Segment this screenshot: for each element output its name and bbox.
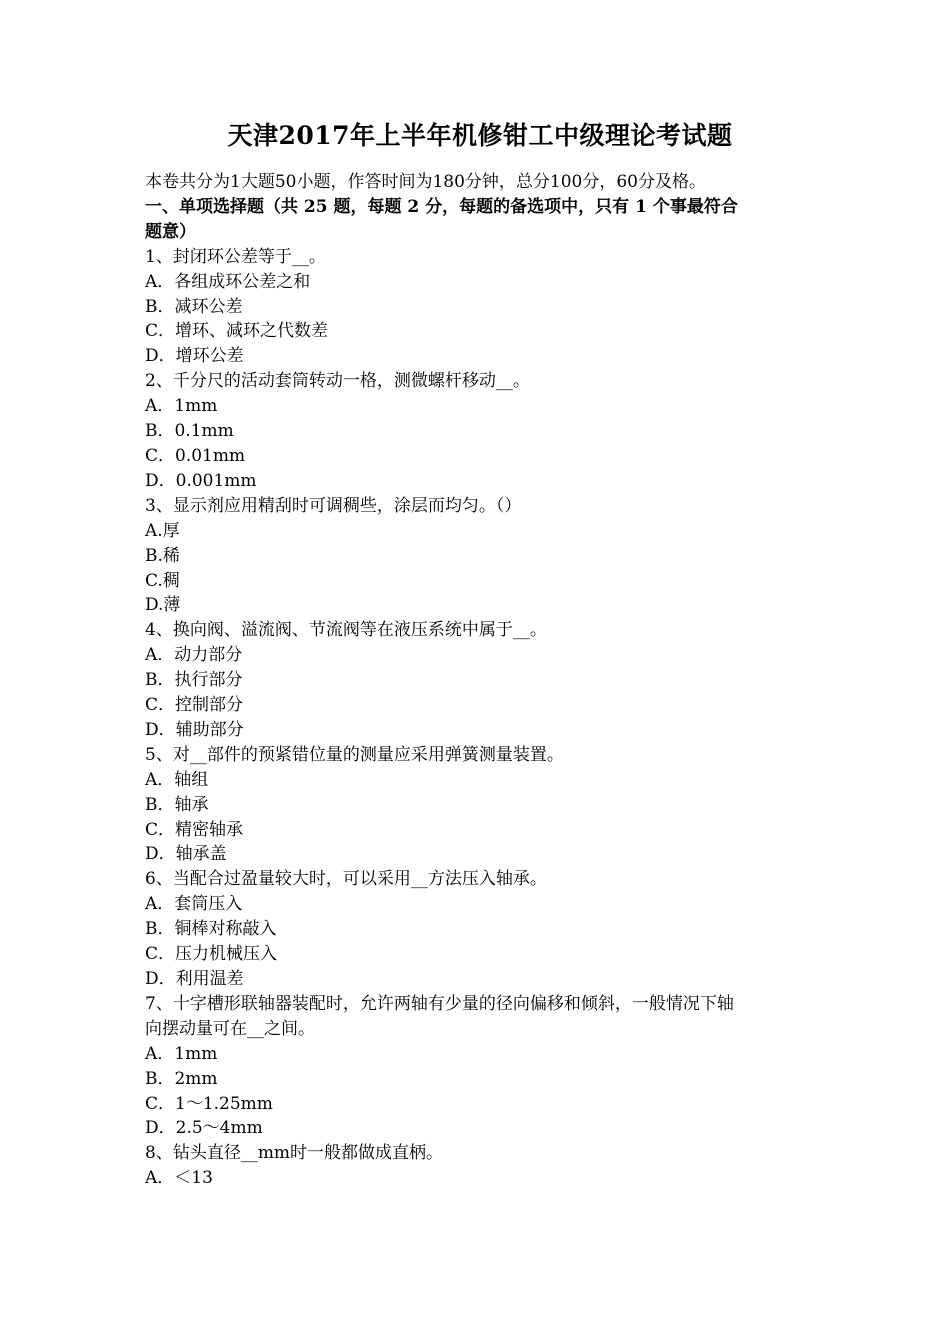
answer-option: C．1～1.25mm bbox=[145, 1093, 273, 1114]
question-block bbox=[145, 992, 815, 1141]
question-stem: 7、十字槽形联轴器装配时，允许两轴有少量的径向偏移和倾斜，一般情况下轴 bbox=[145, 993, 734, 1014]
document-page bbox=[145, 118, 815, 1191]
question-stem: 2、千分尺的活动套筒转动一格，测微螺杆移动__。 bbox=[145, 371, 530, 392]
question-stem: 4、换向阀、溢流阀、节流阀等在液压系统中属于__。 bbox=[145, 620, 547, 641]
exam-intro: 本卷共分为1大题50小题，作答时间为180分钟，总分100分，60分及格。 bbox=[145, 172, 706, 192]
question-stem: 向摆动量可在__之间。 bbox=[145, 1018, 315, 1039]
answer-option: B．轴承 bbox=[145, 794, 209, 815]
answer-option: B．0.1mm bbox=[145, 421, 234, 442]
answer-option: D．2.5～4mm bbox=[145, 1118, 263, 1139]
answer-option: B．执行部分 bbox=[145, 670, 243, 691]
page-title: 天津2017年上半年机修钳工中级理论考试题 bbox=[227, 121, 733, 150]
answer-option: D．增环公差 bbox=[145, 346, 244, 367]
question-block bbox=[145, 618, 815, 743]
question-stem: 6、当配合过盈量较大时，可以采用__方法压入轴承。 bbox=[145, 869, 547, 890]
question-stem: 5、对__部件的预紧错位量的测量应采用弹簧测量装置。 bbox=[145, 744, 564, 765]
question-block bbox=[145, 369, 815, 494]
answer-option: C．增环、减环之代数差 bbox=[145, 321, 329, 342]
question-stem: 3、显示剂应用精刮时可调稠些，涂层而均匀。（） bbox=[145, 495, 522, 516]
answer-option: A．动力部分 bbox=[145, 645, 243, 666]
answer-option: A．套筒压入 bbox=[145, 894, 243, 915]
answer-option: D．轴承盖 bbox=[145, 844, 227, 865]
question-block bbox=[145, 245, 815, 370]
section-heading-line-1: 一、单项选择题（共 25 题，每题 2 分，每题的备选项中，只有 1 个事最符合 bbox=[145, 196, 738, 217]
answer-option: D.薄 bbox=[145, 595, 181, 616]
question-block bbox=[145, 1141, 815, 1191]
answer-option: B.稀 bbox=[145, 545, 180, 566]
answer-option: B．铜棒对称敲入 bbox=[145, 919, 277, 940]
question-list bbox=[145, 245, 815, 1191]
answer-option: C．控制部分 bbox=[145, 695, 244, 716]
answer-option: A．1mm bbox=[145, 1043, 218, 1064]
answer-option: C．精密轴承 bbox=[145, 819, 244, 840]
answer-option: A.厚 bbox=[145, 520, 180, 541]
question-stem: 8、钻头直径__mm时一般都做成直柄。 bbox=[145, 1143, 444, 1164]
answer-option: D．利用温差 bbox=[145, 969, 244, 989]
answer-option: C．0.01mm bbox=[145, 445, 246, 466]
answer-option: C．压力机械压入 bbox=[145, 944, 278, 965]
answer-option: B．减环公差 bbox=[145, 296, 243, 317]
answer-option: D．辅助部分 bbox=[145, 719, 244, 740]
answer-option: A．轴组 bbox=[145, 769, 209, 790]
answer-option: A．各组成环公差之和 bbox=[145, 271, 311, 292]
question-block bbox=[145, 867, 815, 992]
answer-option: D．0.001mm bbox=[145, 470, 257, 491]
answer-option: C.稠 bbox=[145, 570, 180, 591]
answer-option: A．＜13 bbox=[145, 1168, 213, 1189]
section-heading-line-2: 题意） bbox=[145, 221, 196, 242]
question-block bbox=[145, 743, 815, 868]
answer-option: A．1mm bbox=[145, 396, 218, 417]
question-block bbox=[145, 494, 815, 619]
question-stem: 1、封闭环公差等于__。 bbox=[145, 246, 326, 267]
answer-option: B．2mm bbox=[145, 1068, 218, 1089]
